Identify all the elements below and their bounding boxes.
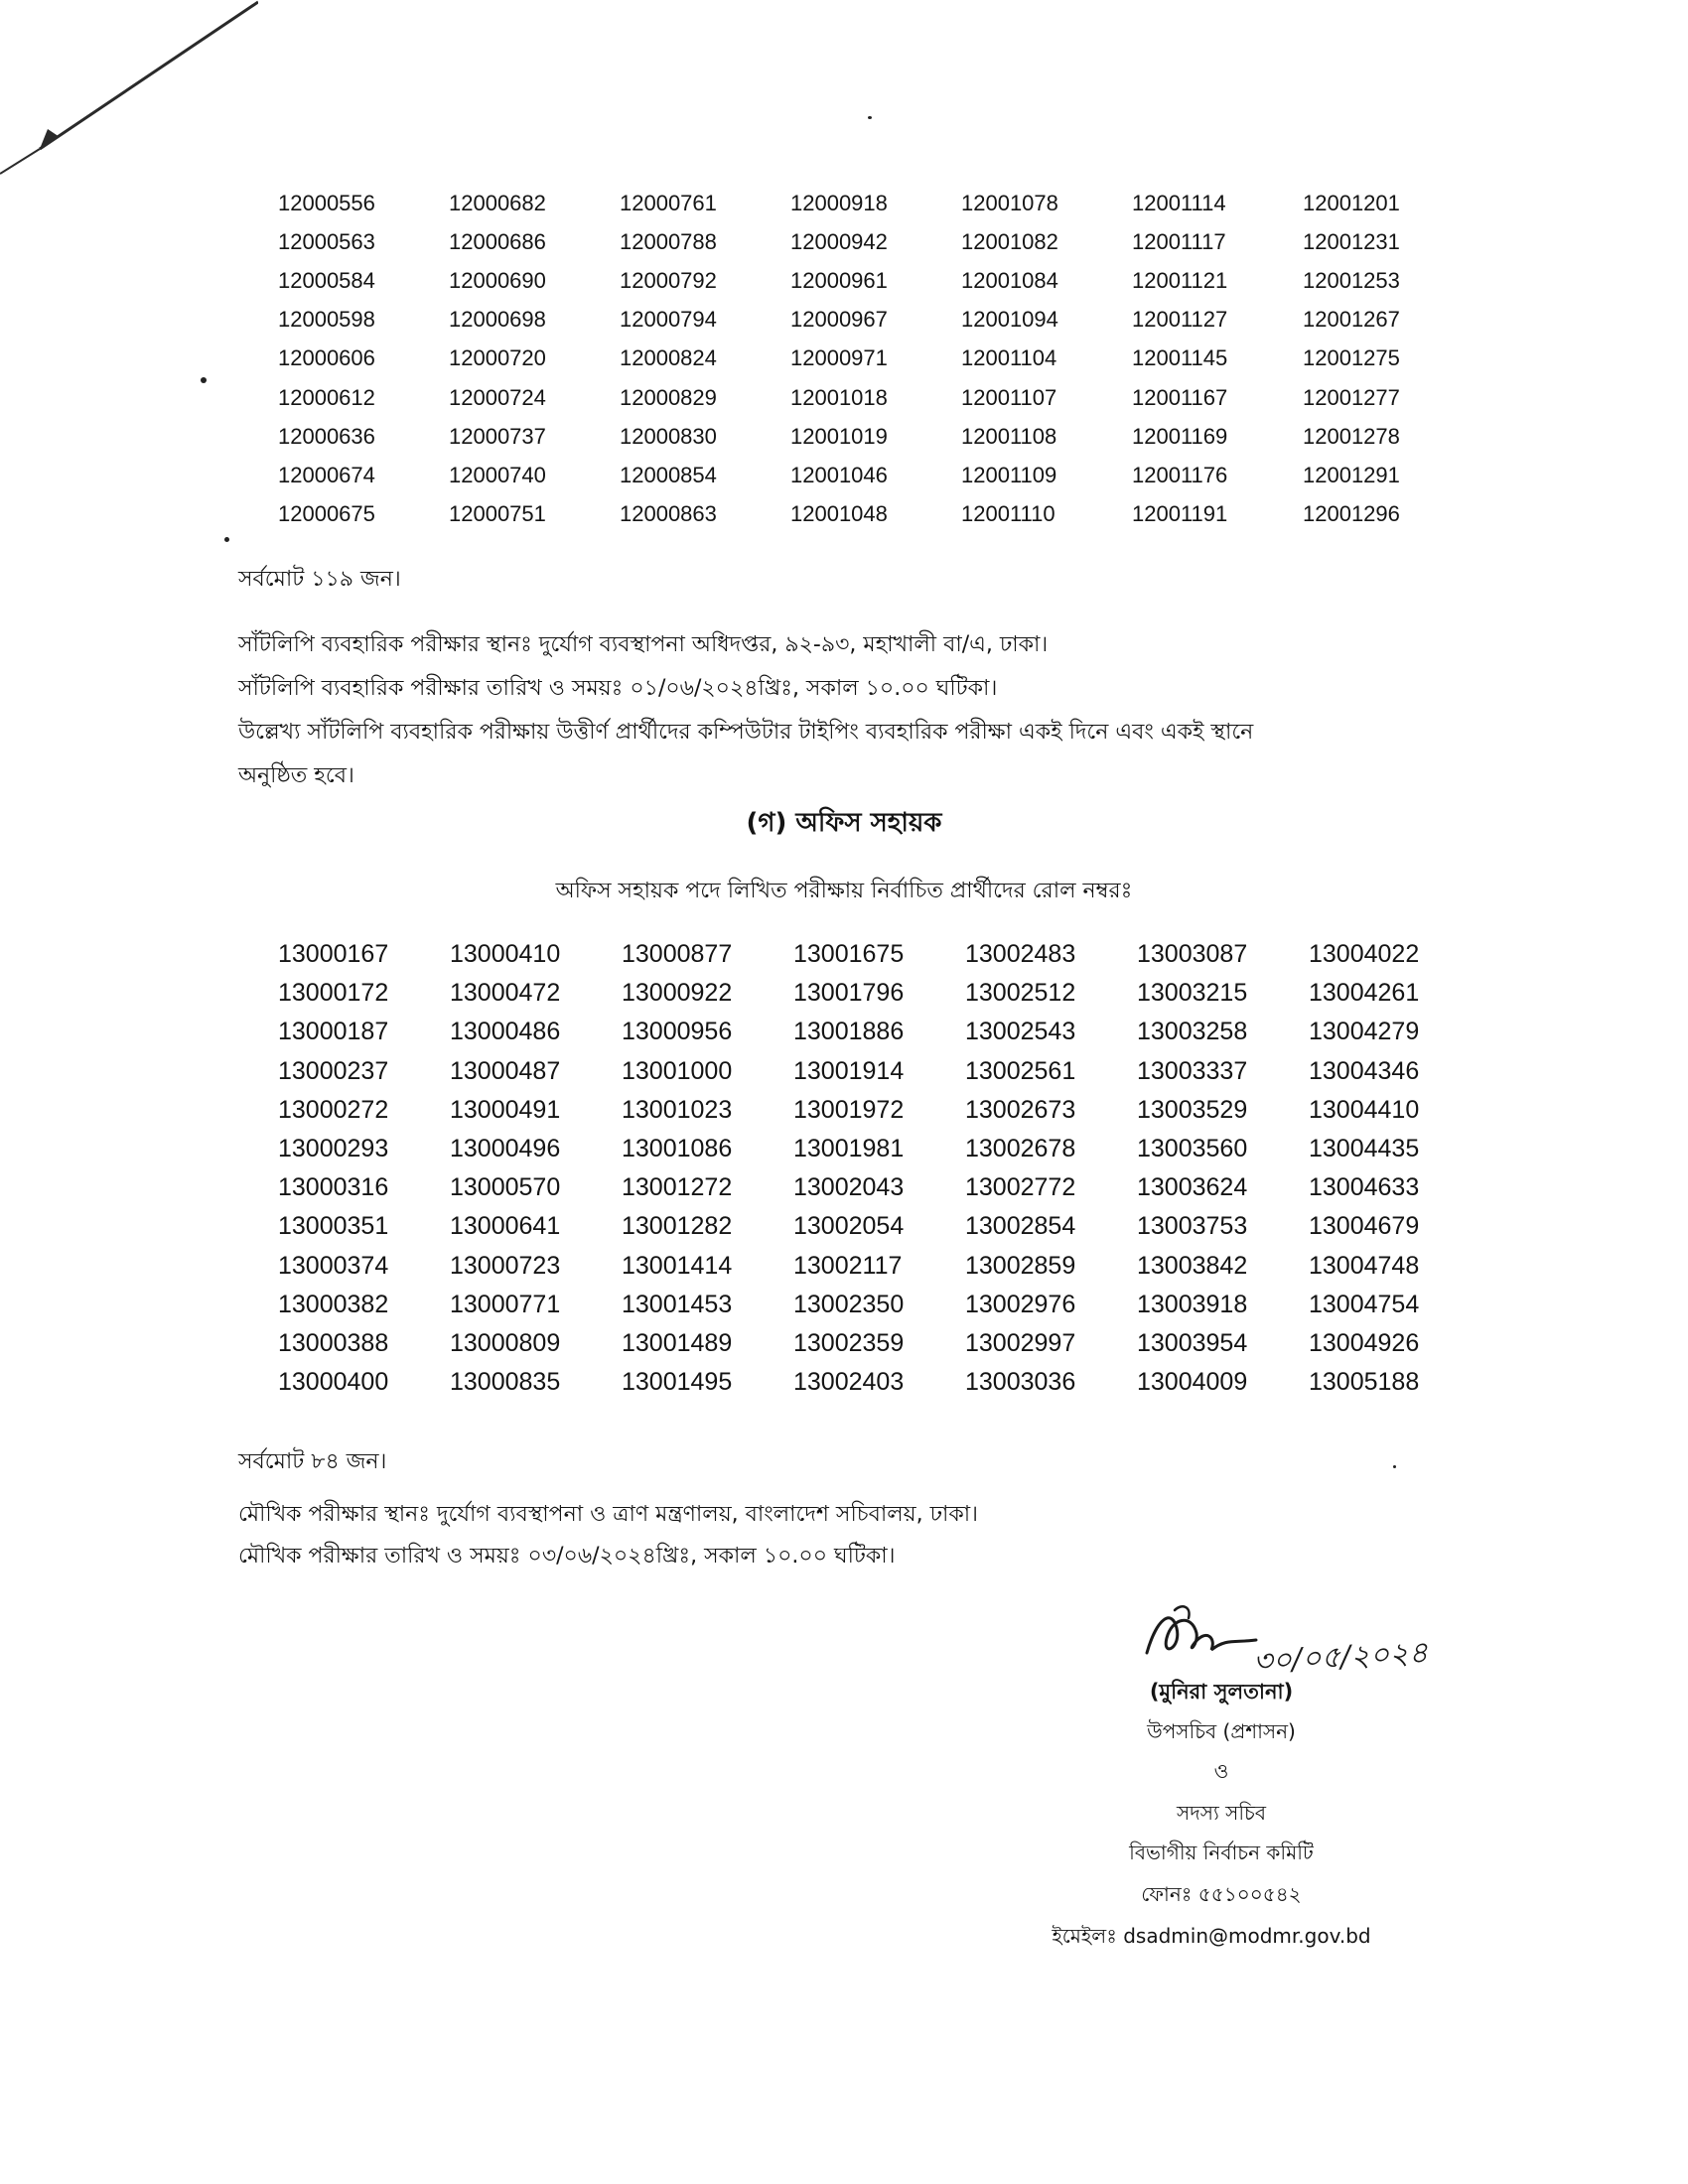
roll-number-cell: 13002854 xyxy=(965,1212,1076,1241)
roll-number-cell: 12001296 xyxy=(1303,501,1400,527)
roll-number-cell: 12000675 xyxy=(278,501,375,527)
roll-number-cell: 12001277 xyxy=(1303,384,1400,410)
roll-number-cell: 12000971 xyxy=(790,345,888,371)
roll-table-office-assistant xyxy=(278,935,1480,1402)
roll-number-cell: 12001176 xyxy=(1132,462,1228,487)
table-row xyxy=(278,1247,1480,1286)
contact-email: ইমেইলঃ dsadmin@modmr.gov.bd xyxy=(1052,1924,1371,1948)
roll-number-cell: 12001082 xyxy=(961,228,1058,254)
roll-number-cell: 13000809 xyxy=(450,1328,561,1357)
roll-number-cell: 12000598 xyxy=(278,307,375,333)
table-row xyxy=(278,1286,1480,1324)
roll-number-cell: 13000351 xyxy=(278,1212,389,1241)
scan-speck xyxy=(1393,1465,1396,1468)
total-count-stenography: সর্বমোট ১১৯ জন। xyxy=(238,567,401,592)
roll-number-cell: 13004410 xyxy=(1309,1095,1420,1124)
roll-number-cell: 12001201 xyxy=(1303,190,1400,215)
roll-number-cell: 13003918 xyxy=(1137,1290,1248,1318)
roll-number-cell: 13003753 xyxy=(1137,1212,1248,1241)
roll-number-cell: 13004279 xyxy=(1309,1018,1420,1046)
roll-number-cell: 13001675 xyxy=(793,940,905,969)
roll-number-cell: 12000863 xyxy=(620,501,717,527)
roll-number-cell: 13000641 xyxy=(450,1212,561,1241)
exam-datetime-stenography: সাঁটলিপি ব্যবহারিক পরীক্ষার তারিখ ও সময়ঃ ০১/০৬/২০২৪খ্রিঃ, সকাল ১০.০০ ঘটিকা। xyxy=(238,676,998,701)
roll-number-cell: 13001495 xyxy=(622,1368,733,1397)
roll-number-cell: 13002117 xyxy=(793,1251,903,1280)
section-subheading-office-assistant: অফিস সহায়ক পদে লিখিত পরীক্ষায় নির্বাচিত প্রার্থীদের রোল নম্বরঃ xyxy=(555,879,1133,903)
roll-number-cell: 13000487 xyxy=(450,1056,561,1085)
roll-number-cell: 13000272 xyxy=(278,1095,389,1124)
roll-number-cell: 13000835 xyxy=(450,1368,561,1397)
roll-number-cell: 13001000 xyxy=(622,1056,733,1085)
roll-number-cell: 12001169 xyxy=(1132,423,1228,449)
roll-number-cell: 13001272 xyxy=(622,1173,733,1202)
roll-number-cell: 13000187 xyxy=(278,1018,389,1046)
roll-number-cell: 12000740 xyxy=(449,462,546,487)
roll-number-cell: 12001108 xyxy=(961,423,1057,449)
table-row xyxy=(278,1052,1480,1091)
table-row xyxy=(278,1130,1480,1168)
roll-number-cell: 12000829 xyxy=(620,384,717,410)
roll-number-cell: 12000942 xyxy=(790,228,888,254)
table-row xyxy=(278,935,1480,974)
roll-number-cell: 13002678 xyxy=(965,1135,1076,1163)
roll-number-cell: 13001086 xyxy=(622,1135,733,1163)
roll-number-cell: 13000400 xyxy=(278,1368,389,1397)
roll-number-cell: 13000382 xyxy=(278,1290,389,1318)
roll-number-cell: 13004435 xyxy=(1309,1135,1420,1163)
roll-number-cell: 12000636 xyxy=(278,423,375,449)
table-row xyxy=(278,1363,1480,1402)
roll-number-cell: 13002772 xyxy=(965,1173,1076,1202)
signatory-role: সদস্য সচিব xyxy=(1177,1801,1266,1825)
roll-number-cell: 13003215 xyxy=(1137,979,1248,1008)
roll-number-cell: 12000720 xyxy=(449,345,546,371)
roll-number-cell: 13002043 xyxy=(793,1173,905,1202)
roll-number-cell: 12000967 xyxy=(790,307,888,333)
roll-number-cell: 13001489 xyxy=(622,1328,733,1357)
scan-speck xyxy=(868,116,872,119)
roll-number-cell: 13002976 xyxy=(965,1290,1076,1318)
roll-number-cell: 13004754 xyxy=(1309,1290,1420,1318)
roll-number-cell: 12001121 xyxy=(1132,267,1228,293)
roll-number-cell: 13000172 xyxy=(278,979,389,1008)
roll-number-cell: 13003560 xyxy=(1137,1135,1248,1163)
roll-number-cell: 12000690 xyxy=(449,267,546,293)
roll-number-cell: 12000556 xyxy=(278,190,375,215)
roll-number-cell: 13003087 xyxy=(1137,940,1248,969)
table-row xyxy=(278,974,1480,1013)
table-row xyxy=(278,378,1474,417)
table-row xyxy=(278,1207,1480,1246)
roll-number-cell: 13002403 xyxy=(793,1368,905,1397)
roll-number-cell: 12001275 xyxy=(1303,345,1400,371)
roll-number-cell: 12001117 xyxy=(1132,228,1226,254)
roll-number-cell: 13000877 xyxy=(622,940,733,969)
roll-number-cell: 13004926 xyxy=(1309,1328,1420,1357)
roll-number-cell: 13003842 xyxy=(1137,1251,1248,1280)
roll-number-cell: 12001278 xyxy=(1303,423,1400,449)
roll-number-cell: 12001145 xyxy=(1132,345,1228,371)
roll-number-cell: 12001048 xyxy=(790,501,888,527)
table-row xyxy=(278,456,1474,494)
roll-number-cell: 13002859 xyxy=(965,1251,1076,1280)
roll-number-cell: 13000491 xyxy=(450,1095,561,1124)
roll-number-cell: 13004261 xyxy=(1309,979,1420,1008)
roll-number-cell: 13001914 xyxy=(793,1056,905,1085)
roll-number-cell: 13000570 xyxy=(450,1173,561,1202)
roll-number-cell: 13000771 xyxy=(450,1290,561,1318)
note-line-1: উল্লেখ্য সাঁটলিপি ব্যবহারিক পরীক্ষায় উত্তীর্ণ প্রার্থীদের কম্পিউটার টাইপিং ব্যবহারিক পরীক্ষা একই দিনে এবং একই স্থানে xyxy=(238,720,1254,745)
roll-number-cell: 12000761 xyxy=(620,190,717,215)
roll-number-cell: 13003258 xyxy=(1137,1018,1248,1046)
roll-number-cell: 12001127 xyxy=(1132,307,1228,333)
roll-number-cell: 12000737 xyxy=(449,423,546,449)
roll-number-cell: 12001253 xyxy=(1303,267,1400,293)
roll-number-cell: 13002054 xyxy=(793,1212,905,1241)
roll-number-cell: 12001191 xyxy=(1132,501,1228,527)
roll-number-cell: 12000698 xyxy=(449,307,546,333)
scan-corner-fold xyxy=(0,0,258,199)
roll-number-cell: 13000293 xyxy=(278,1135,389,1163)
note-line-2: অনুষ্ঠিত হবে। xyxy=(238,763,354,788)
table-row xyxy=(278,261,1474,300)
roll-number-cell: 13000410 xyxy=(450,940,561,969)
roll-table-stenography xyxy=(278,184,1474,534)
roll-number-cell: 12001231 xyxy=(1303,228,1400,254)
scan-speck xyxy=(224,537,229,542)
viva-venue: মৌখিক পরীক্ষার স্থানঃ দুর্যোগ ব্যবস্থাপনা ও ত্রাণ মন্ত্রণালয়, বাংলাদেশ সচিবালয়, ঢাকা। xyxy=(238,1502,979,1527)
roll-number-cell: 13001981 xyxy=(793,1135,905,1163)
table-row xyxy=(278,340,1474,378)
roll-number-cell: 12000674 xyxy=(278,462,375,487)
committee-name: বিভাগীয় নির্বাচন কমিটি xyxy=(1129,1841,1314,1864)
roll-number-cell: 13002997 xyxy=(965,1328,1076,1357)
signature-conjunction: ও xyxy=(1213,1759,1229,1783)
scan-speck xyxy=(201,377,207,383)
roll-number-cell: 13004633 xyxy=(1309,1173,1420,1202)
roll-number-cell: 13002543 xyxy=(965,1018,1076,1046)
roll-number-cell: 12000751 xyxy=(449,501,546,527)
table-row xyxy=(278,301,1474,340)
roll-number-cell: 13000486 xyxy=(450,1018,561,1046)
roll-number-cell: 12001046 xyxy=(790,462,888,487)
roll-number-cell: 13002483 xyxy=(965,940,1076,969)
roll-number-cell: 13002673 xyxy=(965,1095,1076,1124)
roll-number-cell: 13004009 xyxy=(1137,1368,1248,1397)
roll-number-cell: 13005188 xyxy=(1309,1368,1420,1397)
viva-datetime: মৌখিক পরীক্ষার তারিখ ও সময়ঃ ০৩/০৬/২০২৪খ্রিঃ, সকাল ১০.০০ ঘটিকা। xyxy=(238,1544,896,1569)
roll-number-cell: 12001107 xyxy=(961,384,1057,410)
roll-number-cell: 12000794 xyxy=(620,307,717,333)
handwritten-date: ৩০/০৫/২০২৪ xyxy=(1252,1635,1429,1680)
roll-number-cell: 13000237 xyxy=(278,1056,389,1085)
roll-number-cell: 12000824 xyxy=(620,345,717,371)
roll-number-cell: 12000792 xyxy=(620,267,717,293)
signatory-designation: উপসচিব (প্রশাসন) xyxy=(1147,1719,1296,1743)
roll-number-cell: 13000723 xyxy=(450,1251,561,1280)
exam-venue-stenography: সাঁটলিপি ব্যবহারিক পরীক্ষার স্থানঃ দুর্যোগ ব্যবস্থাপনা অধিদপ্তর, ৯২-৯৩, মহাখালী বা/এ, ঢাকা। xyxy=(238,632,1049,657)
roll-number-cell: 13002561 xyxy=(965,1056,1076,1085)
roll-number-cell: 13002359 xyxy=(793,1328,905,1357)
roll-number-cell: 13000167 xyxy=(278,940,389,969)
roll-number-cell: 12000606 xyxy=(278,345,375,371)
roll-number-cell: 12001109 xyxy=(961,462,1057,487)
section-heading-office-assistant: (গ) অফিস সহায়ক xyxy=(746,808,942,838)
roll-number-cell: 13003529 xyxy=(1137,1095,1248,1124)
roll-number-cell: 13000316 xyxy=(278,1173,389,1202)
roll-number-cell: 13003624 xyxy=(1137,1173,1248,1202)
roll-number-cell: 13000956 xyxy=(622,1018,733,1046)
roll-number-cell: 12000563 xyxy=(278,228,375,254)
roll-number-cell: 13000388 xyxy=(278,1328,389,1357)
roll-number-cell: 13001972 xyxy=(793,1095,905,1124)
roll-number-cell: 12001110 xyxy=(961,501,1055,527)
contact-phone: ফোনঃ ৫৫১০০৫৪২ xyxy=(1141,1882,1302,1906)
roll-number-cell: 13002512 xyxy=(965,979,1076,1008)
table-row xyxy=(278,184,1474,222)
table-row xyxy=(278,222,1474,261)
roll-number-cell: 12001018 xyxy=(790,384,888,410)
total-count-office-assistant: সর্বমোট ৮৪ জন। xyxy=(238,1449,387,1474)
table-row xyxy=(278,1168,1480,1207)
roll-number-cell: 13000496 xyxy=(450,1135,561,1163)
roll-number-cell: 12001078 xyxy=(961,190,1058,215)
roll-number-cell: 13001886 xyxy=(793,1018,905,1046)
roll-number-cell: 12001267 xyxy=(1303,307,1400,333)
roll-number-cell: 12001167 xyxy=(1132,384,1228,410)
roll-number-cell: 12000854 xyxy=(620,462,717,487)
roll-number-cell: 12001094 xyxy=(961,307,1058,333)
table-row xyxy=(278,1091,1480,1130)
roll-number-cell: 12001114 xyxy=(1132,190,1226,215)
roll-number-cell: 12000961 xyxy=(790,267,888,293)
roll-number-cell: 13001023 xyxy=(622,1095,733,1124)
roll-number-cell: 13001453 xyxy=(622,1290,733,1318)
roll-number-cell: 13002350 xyxy=(793,1290,905,1318)
roll-number-cell: 13001282 xyxy=(622,1212,733,1241)
roll-number-cell: 12001019 xyxy=(790,423,888,449)
roll-number-cell: 12000724 xyxy=(449,384,546,410)
roll-number-cell: 13003036 xyxy=(965,1368,1076,1397)
table-row xyxy=(278,1013,1480,1051)
roll-number-cell: 12001084 xyxy=(961,267,1058,293)
roll-number-cell: 13001796 xyxy=(793,979,905,1008)
roll-number-cell: 13004748 xyxy=(1309,1251,1420,1280)
roll-number-cell: 13004679 xyxy=(1309,1212,1420,1241)
table-row xyxy=(278,495,1474,534)
table-row xyxy=(278,1324,1480,1363)
roll-number-cell: 13000374 xyxy=(278,1251,389,1280)
signatory-name: (মুনিরা সুলতানা) xyxy=(1149,1680,1294,1704)
roll-number-cell: 12000788 xyxy=(620,228,717,254)
roll-number-cell: 13004022 xyxy=(1309,940,1420,969)
roll-number-cell: 12000682 xyxy=(449,190,546,215)
roll-number-cell: 12000918 xyxy=(790,190,888,215)
roll-number-cell: 12000612 xyxy=(278,384,375,410)
roll-number-cell: 12000584 xyxy=(278,267,375,293)
roll-number-cell: 13000922 xyxy=(622,979,733,1008)
roll-number-cell: 12000686 xyxy=(449,228,546,254)
roll-number-cell: 13003954 xyxy=(1137,1328,1248,1357)
roll-number-cell: 12001104 xyxy=(961,345,1057,371)
roll-number-cell: 13004346 xyxy=(1309,1056,1420,1085)
roll-number-cell: 13003337 xyxy=(1137,1056,1248,1085)
table-row xyxy=(278,417,1474,456)
roll-number-cell: 13000472 xyxy=(450,979,561,1008)
roll-number-cell: 12000830 xyxy=(620,423,717,449)
handwritten-signature xyxy=(1137,1598,1266,1673)
roll-number-cell: 12001291 xyxy=(1303,462,1400,487)
roll-number-cell: 13001414 xyxy=(622,1251,733,1280)
